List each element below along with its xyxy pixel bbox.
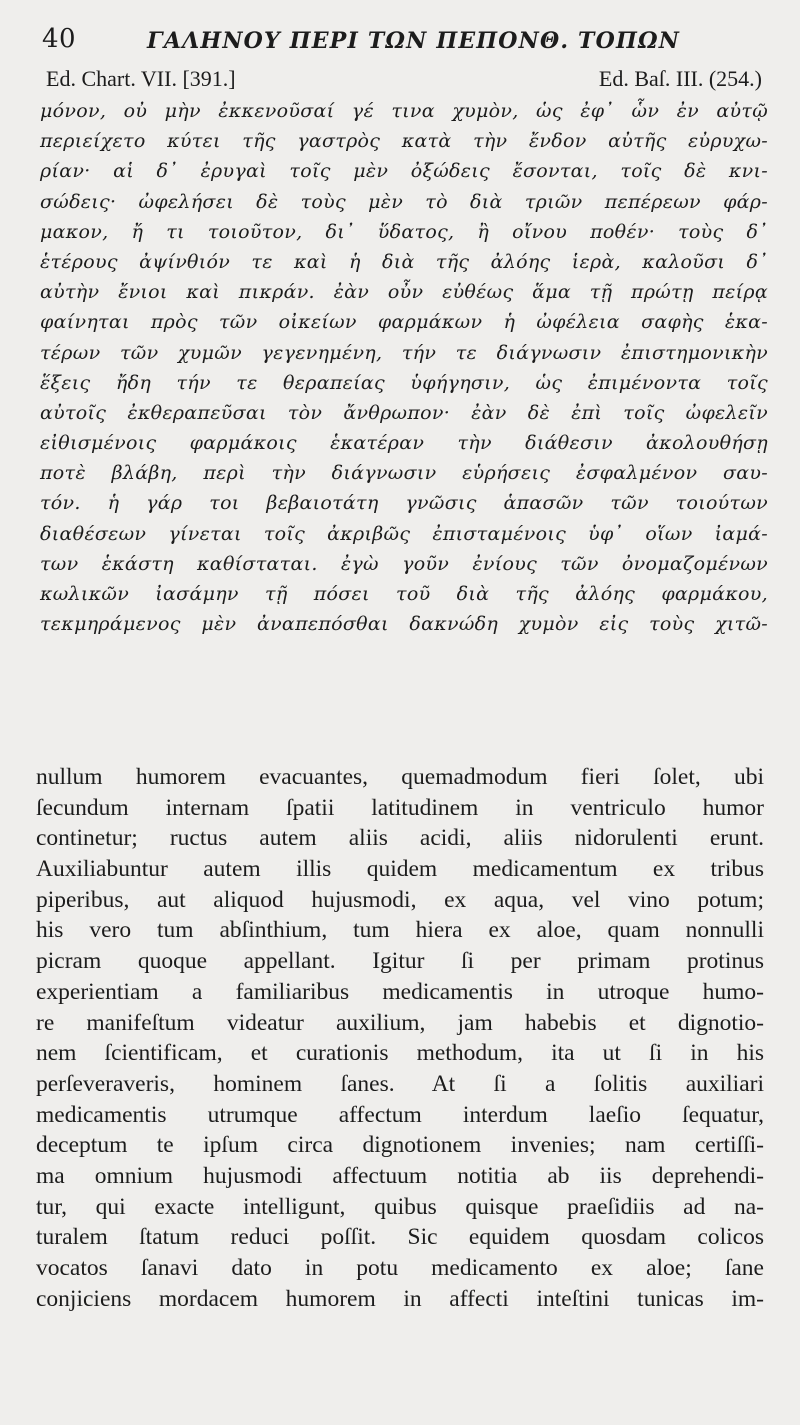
latin-text-line: Auxiliabuntur autem illis quidem medicamentum ex tribus [36,856,764,883]
greek-text-line: εἰθισμένοις φαρμάκοις ἑκατέραν τὴν διάθεσιν ἀκολουθήσῃ [40,432,768,455]
greek-text-line: αὐτὴν ἔνιοι καὶ πικράν. ἐὰν οὖν εὐθέως ἅμα τῇ πρώτῃ πείρᾳ [40,281,768,304]
edition-ref-basel: Ed. Baſ. III. (254.) [598,66,762,91]
greek-text-block [40,96,768,639]
latin-text-line: medicamentis utrumque affectum interdum laeſio ſequatur, [36,1101,764,1128]
latin-text-line: vocatos ſanavi dato in potu medicamento ex aloe; ſane [36,1255,764,1281]
greek-text-line: φαίνηται πρὸς τῶν οἰκείων φαρμάκων ἡ ὠφέλεια σαφὴς ἑκα- [40,311,768,334]
latin-text-line: deceptum te ipſum circa dignotionem invenies; nam certiſſi- [36,1132,764,1159]
latin-text-line: his vero tum abſinthium, tum hiera ex aloe, quam nonnulli [36,917,764,944]
greek-text-line: αὐτοῖς ἐκθεραπεῦσαι τὸν ἄνθρωπον· ἐὰν δὲ ἐπὶ τοῖς ὠφελεῖν [40,401,768,424]
greek-text-line: κωλικῶν ἰασάμην τῇ πόσει τοῦ διὰ τῆς ἀλόης φαρμάκου, [40,583,768,605]
latin-text-line: ma omnium hujusmodi affectuum notitia ab iis deprehendi- [36,1162,764,1189]
page-number: 40 [42,24,77,54]
greek-text-line: σώδεις· ὠφελήσει δὲ τοὺς μὲν τὸ διὰ τριῶν πεπέρεων φάρ- [40,190,768,213]
latin-text-line: re manifeſtum videatur auxilium, jam habebis et dignotio- [36,1009,764,1036]
latin-text-line: turalem ſtatum reduci poſſit. Sic equidem quosdam colicos [36,1224,764,1251]
edition-ref-chartier: Ed. Chart. VII. [391.] [46,66,236,91]
latin-text-line: conjiciens mordacem humorem in affecti inteſtini tunicas im- [36,1285,764,1312]
running-title: ΓΑΛΗΝΟΥ ΠΕΡΙ ΤΩΝ ΠΕΠΟΝΘ. ΤΟΠΩΝ [147,28,681,54]
latin-text-line: experientiam a familiaribus medicamentis in utroque humo- [36,978,764,1005]
greek-text-line: ποτὲ βλάβη, περὶ τὴν διάγνωσιν εὑρήσεις ἐσφαλμένον σαυ- [40,462,768,485]
edition-references [46,66,762,96]
latin-text-line: continetur; ructus autem aliis acidi, aliis nidorulenti erunt. [36,825,764,852]
greek-text-line: τόν. ἡ γάρ τοι βεβαιοτάτη γνῶσις ἁπασῶν τῶν τοιούτων [40,492,768,515]
greek-text-line: ρίαν· αἱ δ᾽ ἐρυγαὶ τοῖς μὲν ὀξώδεις ἔσονται, τοῖς δὲ κνι- [40,160,768,183]
latin-text-line: piperibus, aut aliquod hujusmodi, ex aqua, vel vino potum; [36,886,764,913]
greek-text-line: μόνον, οὐ μὴν ἐκκενοῦσαί γέ τινα χυμὸν, ὡς ἐφ᾽ ὧν ἐν αὐτῷ [40,100,768,122]
greek-text-line: ἑτέρους ἀψίνθιόν τε καὶ ἡ διὰ τῆς ἀλόης ἱερὰ, καλοῦσι δ᾽ [40,250,768,273]
greek-text-line: τεκμηράμενος μὲν ἀναπεπόσθαι δακνώδη χυμὸν εἰς τοὺς χιτῶ- [40,613,768,636]
latin-text-line: nullum humorem evacuantes, quemadmodum fieri ſolet, ubi [36,764,764,790]
greek-text-line: τέρων τῶν χυμῶν γεγενημένη, τήν τε διάγνωσιν ἐπιστημονικὴν [40,341,768,364]
greek-text-line: διαθέσεων γίνεται τοῖς ἀκριβῶς ἐπισταμένοις ὑφ᾽ οἵων ἰαμά- [40,522,768,545]
greek-text-line: μακον, ἤ τι τοιοῦτον, δι᾽ ὕδατος, ἢ οἴνου ποθέν· τοὺς δ᾽ [40,220,768,243]
latin-text-line: picram quoque appellant. Igitur ſi per primam protinus [36,948,764,975]
greek-text-line: ἕξεις ἤδη τήν τε θεραπείας ὑφήγησιν, ὡς ἐπιμένοντα τοῖς [40,371,768,394]
greek-text-line: των ἑκάστη καθίσταται. ἐγὼ γοῦν ἐνίους τῶν ὀνομαζομένων [40,552,768,575]
latin-text-block [36,762,764,1314]
running-head [42,18,760,58]
latin-text-line: perſeveraveris, hominem ſanes. At ſi a ſolitis auxiliari [36,1070,764,1097]
greek-text-line: περιείχετο κύτει τῆς γαστρὸς κατὰ τὴν ἔνδον αὐτῆς εὐρυχω- [40,130,768,153]
latin-text-line: nem ſcientificam, et curationis methodum, ita ut ſi in his [36,1040,764,1067]
latin-text-line: tur, qui exacte intelligunt, quibus quisque praeſidiis ad na- [36,1193,764,1220]
latin-text-line: ſecundum internam ſpatii latitudinem in ventriculo humor [36,794,764,821]
